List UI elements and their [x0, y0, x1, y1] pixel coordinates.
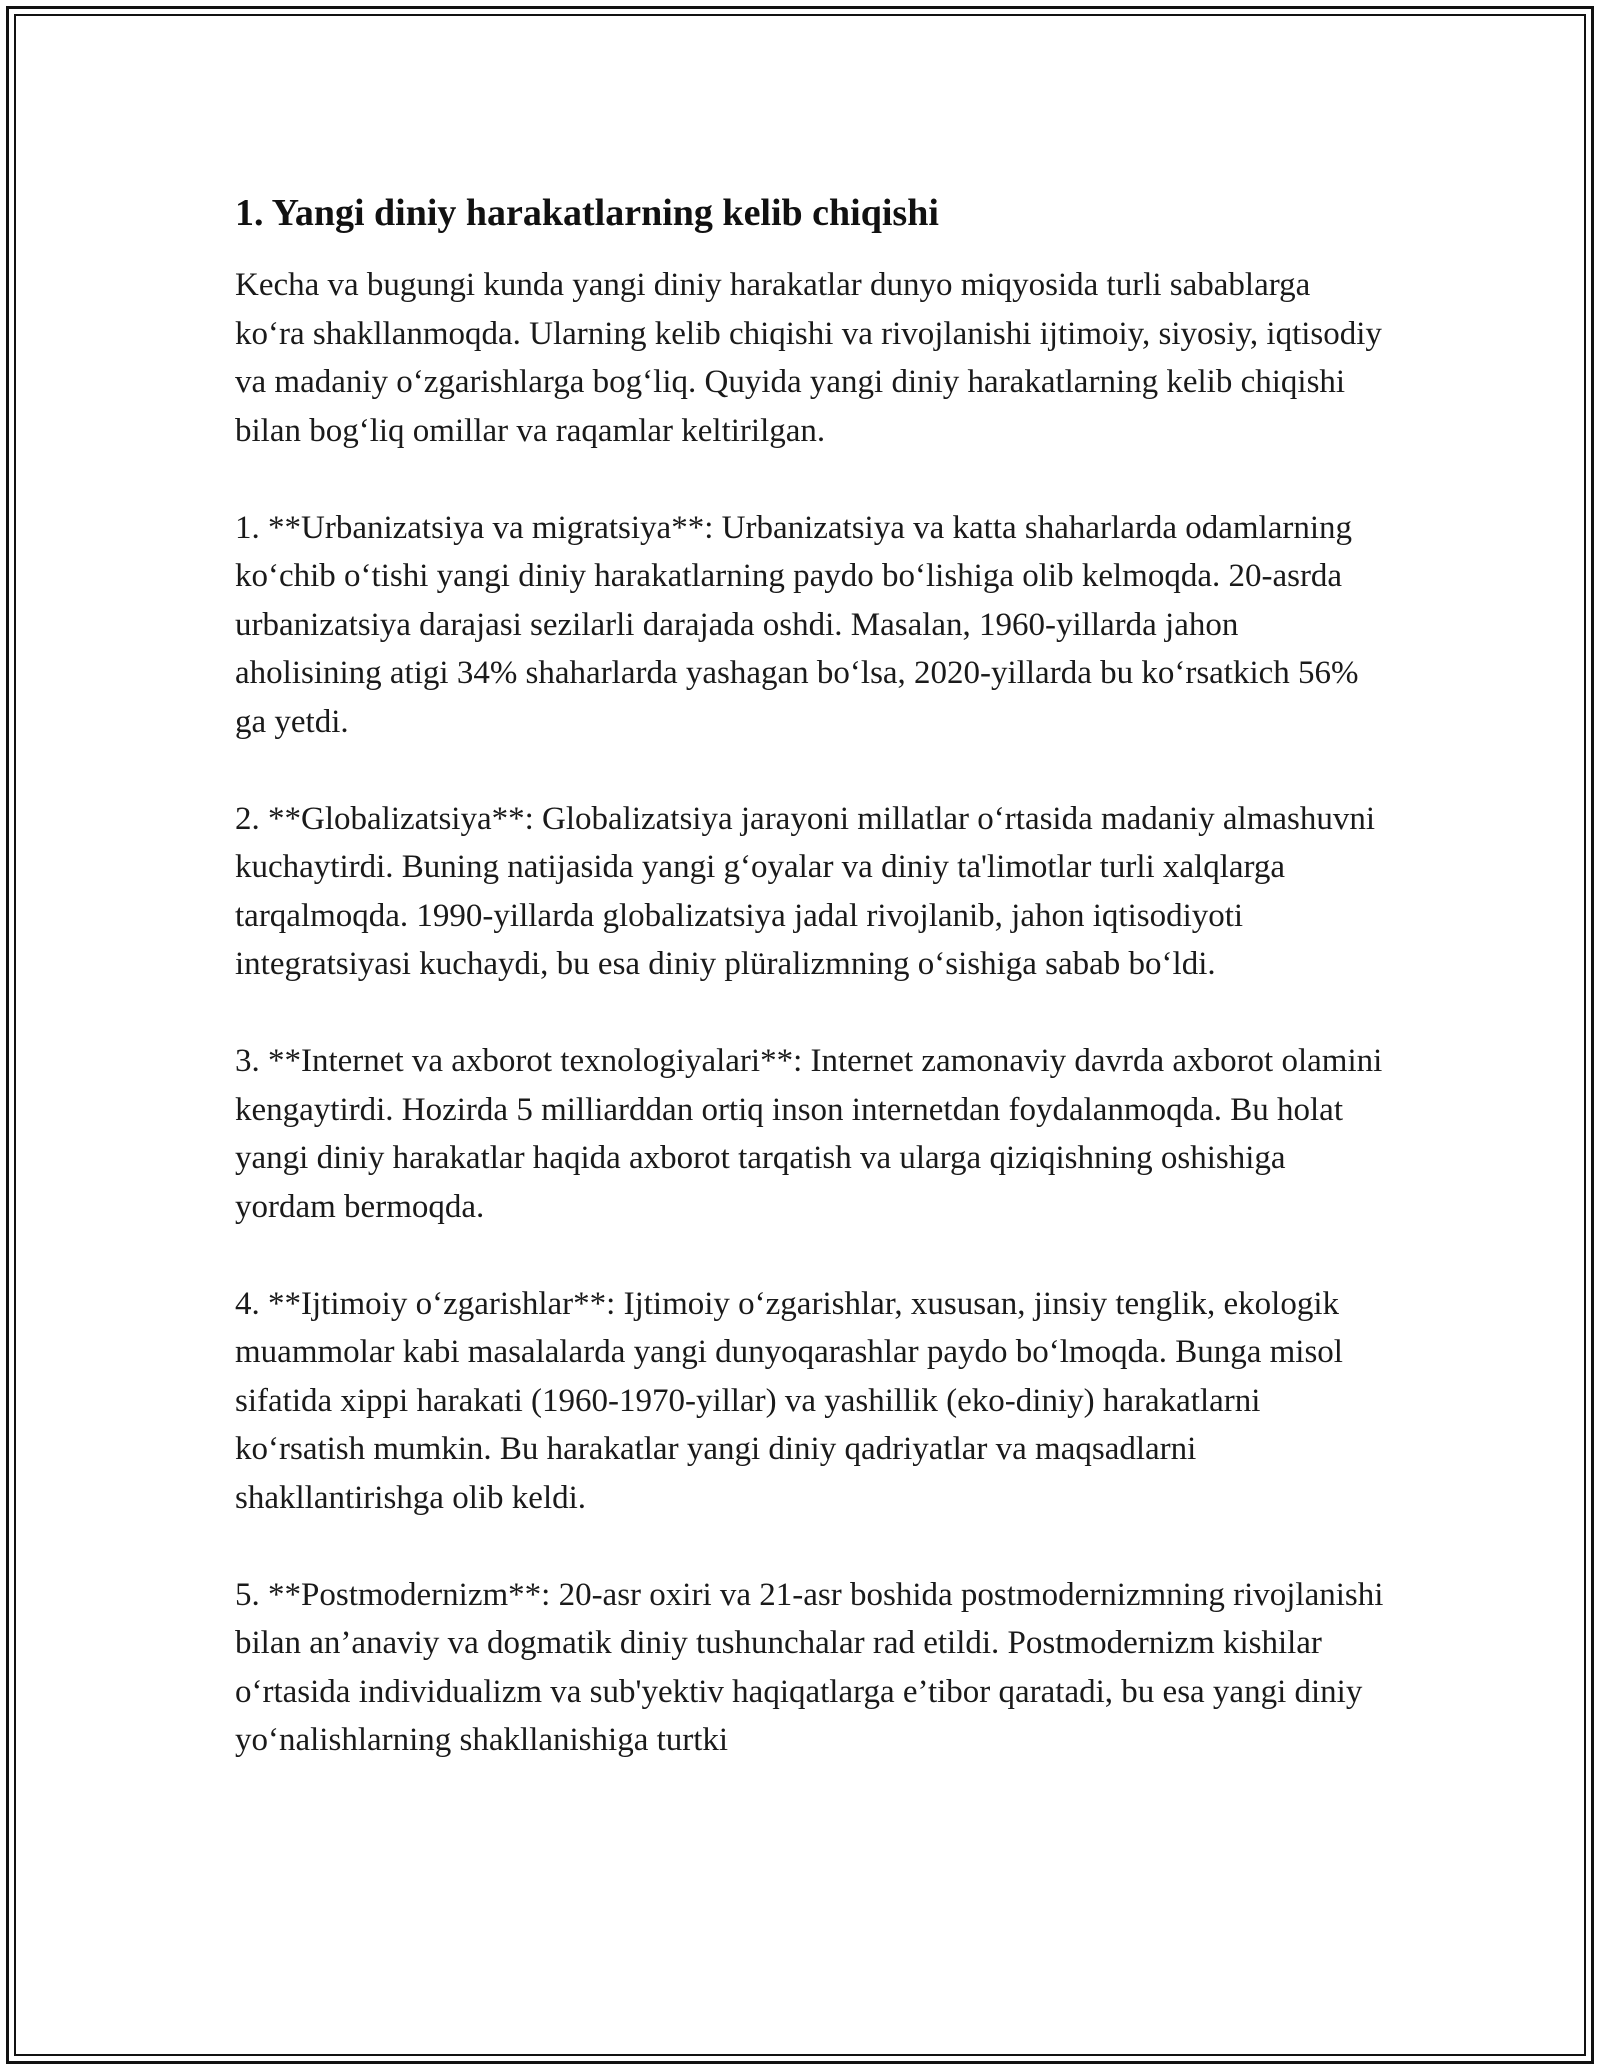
point-globalization-paragraph: 2. **Globalizatsiya**: Globalizatsiya jarayoni millatlar oʻrtasida madaniy almashuvni kuchaytirdi. Buning natijasida yangi gʻoyalar va diniy ta'limotlar turli xalqlarga tarqalmoqda. 1990-yillarda globalizatsiya jadal rivojlanib, jahon iqtisodiyoti integratsiyasi kuchaydi, bu esa diniy plüralizmning oʻsishiga sabab boʻldi. — [235, 800, 1376, 982]
intro-paragraph: Kecha va bugungi kunda yangi diniy harakatlar dunyo miqyosida turli sabablarga koʻra shakllanmoqda. Ularning kelib chiqishi va rivojlanishi ijtimoiy, siyosiy, iqtisodiy va madaniy oʻzgarishlarga bogʻliq. Quyida yangi diniy harakatlarning kelib chiqishi bilan bogʻliq omillar va raqamlar keltirilgan. — [235, 267, 1382, 449]
point-social-change-paragraph: 4. **Ijtimoiy oʻzgarishlar**: Ijtimoiy oʻzgarishlar, xususan, jinsiy tenglik, ekologik muammolar kabi masalalarda yangi dunyoqarashlar paydo boʻlmoqda. Bunga misol sifatida xippi harakati (1960-1970-yillar) va yashillik (eko-diniy) harakatlarni koʻrsatish mumkin. Bu harakatlar yangi diniy qadriyatlar va maqsadlarni shakllantirishga olib keldi. — [235, 1285, 1343, 1516]
point-urbanization-paragraph: 1. **Urbanizatsiya va migratsiya**: Urbanizatsiya va katta shaharlarda odamlarning koʻchib oʻtishi yangi diniy harakatlarning paydo boʻlishiga olib kelmoqda. 20-asrda urbanizatsiya darajasi sezilarli darajada oshdi. Masalan, 1960-yillarda jahon aholisining atigi 34% shaharlarda yashagan boʻlsa, 2020-yillarda bu koʻrsatkich 56% ga yetdi. — [235, 509, 1359, 740]
document-body — [235, 185, 1385, 1813]
point-postmodernism-paragraph: 5. **Postmodernizm**: 20-asr oxiri va 21-asr boshida postmodernizmning rivojlanishi bilan an’anaviy va dogmatik diniy tushunchalar rad etildi. Postmodernizm kishilar oʻrtasida individualizm va sub'yektiv haqiqatlarga e’tibor qaratadi, bu esa yangi diniy yoʻnalishlarning shakllanishiga turtki — [235, 1576, 1384, 1758]
point-internet-paragraph: 3. **Internet va axborot texnologiyalari**: Internet zamonaviy davrda axborot olamini kengaytirdi. Hozirda 5 milliarddan ortiq inson internetdan foydalanmoqda. Bu holat yangi diniy harakatlar haqida axborot tarqatish va ularga qiziqishning oshishiga yordam bermoqda. — [235, 1043, 1383, 1225]
section-heading: 1. Yangi diniy harakatlarning kelib chiqishi — [235, 192, 939, 234]
